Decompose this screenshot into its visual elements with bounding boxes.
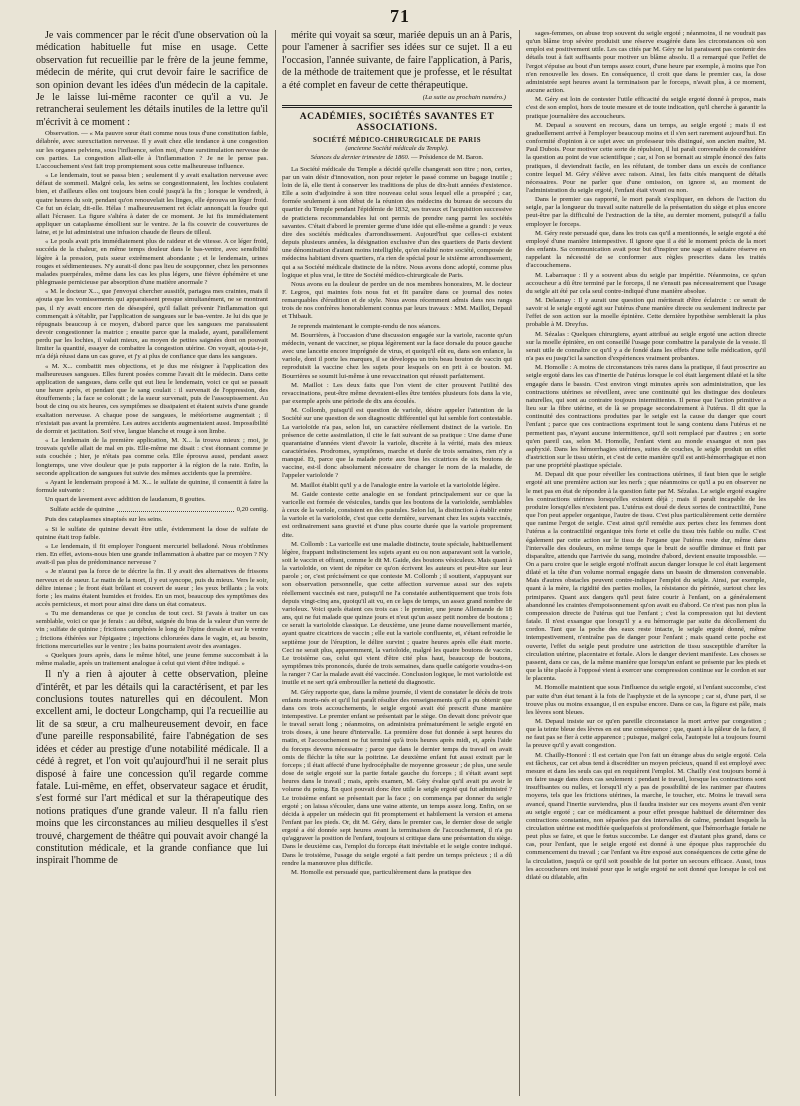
session-president: — Présidence de M. Baron. bbox=[409, 153, 484, 161]
page-number: 71 bbox=[390, 6, 410, 26]
discussion-paragraph: M. Homolle maintient que sous l'influence du seigle ergoté, si l'enfant succombe, c'est par suite d'un état tenant à la fois de l'asphyxie et de la syncope ; car si, d'une part, il se trouve plus ou moins exsangue, il en expulse encore. Dans ce cas, la figure est pâle, mais les lèvres sont bleues. bbox=[526, 684, 766, 716]
discussion-paragraph: M. Géry est loin de contester l'utile efficacité du seigle ergoté donné à propos, mais c'est de son emploi, hors de toute mesure et de toute indication, qu'il cherche à garantir la pratique journalière des accoucheurs. bbox=[526, 96, 766, 120]
discussion-paragraph: M. Homolle : A moins de circonstances très rares dans la pratique, il faut proscrire au seigle ergoté dans les cas d'inertie de l'utérus lorsque le col était largement dilaté et la tête engagée dans le bassin. C'est environ vingt minutes après son administration, que les contractions utérines se réveillent, avec une continuité qui les distingue des douleurs naturelles, qui sont au contraire toujours intermittentes. Il pense que l'action primitive a lieu sur la fibre utérine, et de là se propage secondairement à l'utérus. Il dit que la continuité des contractions produites par le seigle est la cause du danger que court l'enfant ; parce que ces contractions expriment tout le sang contenu dans l'utérus et ne permettent pas, n'ayant aucune intermittence, qu'il soit remplacé par d'autres ; en sorte qu'en pareil cas, selon M. Homolle, l'enfant vient au monde exsangue et non pas asphyxié. Dans les hémorrhagies utérines, suites de couches, le seigle produit un effet d'astriction sur le tissu utérin, et c'est de cette manière qu'il est anti-hémorrhagique et non par une propriété plastique spéciale. bbox=[526, 364, 766, 470]
discussion-paragraph: M. Depaul dit que pour réveiller les contractions utérines, il faut bien que le seigle ergoté ait une première action sur les nerfs ; que néanmoins ce qu'il a pu en observer ne le met pas en état de répondre à la question faite par M. Sézalas. Le seigle ergoté exagère les contractions utérines lorsqu'elles existent déjà ; mais il paraît incapable de les produire lorsqu'elles n'existent pas. L'utérus est doué de deux sortes de contractilité, l'une que l'on peut appeler organique, l'autre de tissu. C'est plus particulièrement cette dernière que ranime l'ergot de seigle. C'est ainsi qu'il remédie aux pertes chez les femmes dont l'utérus a la contractilité organique très forte et celle du tissu très faible ou nulle. C'est également par cette action sur le tissu de l'organe que l'utérus reste dur, même dans l'intervalle des douleurs, en même temps que le bruit de souffle diminue et finit par disparaître, attendu que l'arrivée du sang, moindre d'abord, devient ensuite impossible. — On a paru croire que le seigle ergoté n'offrait aucun danger lorsque le col était largement dilaté et la tête d'un volume normal engagée dans un bassin de dimension convenable. Mais d'autres obstacles peuvent contre-indiquer l'emploi du seigle. Ainsi, par exemple, quant à la mère, la rigidité des parties molles, la résistance du périnée, surtout chez les primipares. Quant aux dangers qu'il peut faire courir à l'enfant, on a généralement abandonné les craintes d'empoisonnement qu'on avait eu d'abord. Ce n'est pas non plus la compression directe de l'utérus qui tue l'enfant ; c'est la compression qui lui devient fatale. Il n'est exsangue que lorsqu'il y a eu hémorragie par suite du décollement du cordon. Tant que la poche des eaux reste intacte, le seigle ergoté donné, même intempestivement, n'entraîne pas de danger pour l'enfant ; mais quand cette poche est ouverte, l'effet du seigle peut produire une astriction de tissu susceptible d'arrêter la circulation utérine, placentaire et fœtale. Alors le danger devient manifeste. Les choses se passent, dans ce cas, de la même manière que lorsqu'un enfant se présente par les pieds et que la tête placée à l'opposé vient à exercer une compression continue sur le cordon et sur le placenta. bbox=[526, 471, 766, 683]
discussion-paragraph: M. Labarraque : Il y a souvent abus du seigle par impéritie. Néanmoins, ce qu'un accoucheur a dû être terminé par le forceps, il ne s'ensuit pas nécessairement que l'usage du seigle ait été par cela seul contre-indiqué d'une manière absolue. bbox=[526, 271, 766, 295]
society-paragraph: M. Maillot établit qu'il y a de l'analogie entre la variole et la varioloïde légère. bbox=[291, 481, 500, 489]
session-date: Séances du dernier trimestre de 1860. bbox=[310, 153, 410, 161]
discussion-paragraph: M. Depaul insiste sur ce qu'en pareille circonstance la mort arrive par congestion ; que la teinte bleue des lèvres en est une conséquence ; que, quant à la pâleur de la face, il ne faut pas se fier à cette apparence ; puisque, malgré cela, l'autopsie lui a toujours fourni la preuve qu'il y avait congestion. bbox=[526, 717, 766, 750]
discussion-paragraph: M. Chailly-Honoré : Il est certain que l'on fait un étrange abus du seigle ergoté. Cela est fâcheux, car cet abus tend à discréditer un moyen précieux, quand il est employé avec mesure et dans les seuls cas qui en requièrent l'emploi. M. Chailly s'est toujours borné à en faire usage dans deux cas seulement : pendant le travail, lorsque les contractions sont insuffisantes ou nulles, et lorsqu'il n'y a pas de possibilité de les ranimer par d'autres moyens, tels que les frictions utérines, la marche, le toucher, etc. Moins le travail sera avancé, quand l'inertie surviendra, plus il faudra insister sur ces moyens avant d'en venir au seigle ergoté ; car ce médicament a pour effet presque habituel de déterminer des contractions constantes, non séparées par des intervalles de calme, pendant lesquels la circulation utérine est modifiée quelquefois si profondément, que l'hémorrhagie fœtale ne peut plus se faire, et que le fœtus succombe. Le danger est d'autant plus grand, dans ce cas, pour l'enfant, que le seigle ergoté est donné à une époque plus rapprochée du commencement du travail ; car l'enfant va être exposé aux conséquences de cette gêne de la circulation, jusqu'à ce qu'il soit possible de lui porter un secours efficace. Aussi, tous les accoucheurs ont insisté pour que le seigle ergoté ne soit donné que lorsque le col est dilaté ou dilatable, afin bbox=[526, 751, 766, 881]
column-right bbox=[526, 30, 766, 1098]
society-name: SOCIÉTÉ MÉDICO-CHIRURGICALE DE PARIS bbox=[313, 137, 481, 145]
society-paragraph: M. Géry rapporte que, dans la même journée, il vient de constater le décès de trois enfants morts-nés et qu'il lui paraît résulter des renseignements qu'il a pu obtenir que dans ces trois accouchements, le seigle ergoté avait été prescrit d'une manière intempestive. Le premier enfant se présentait par le siège. On devait donc prévoir que le travail serait long ; néanmoins, on administra prématurément le seigle ergoté en trois doses, à une heure d'intervalle. La première dose fut donnée à sept heures du matin, et l'accouchement ne fut terminé qu'à trois heures après midi, et, après l'aide du forceps devenu nécessaire ; parce que dans le dernier temps du travail on avait omis de fléchir la tête sur la poitrine. Le deuxième enfant fut aussi extrait par le forceps ; il était affecté d'une hydrocéphalie de moyenne grosseur ; de plus, une seule dose de seigle ergoté sur la partie fœtale gauche du forceps ; il s'était avant sept heures dans le travail ; mais, après examen, M. Géry évalue qu'il avait pu avoir le volume du poing. En quoi pouvait donc être utile le seigle ergoté qui fut administré ? Le troisième enfant se présentait par la face ; on commença par donner du seigle ergoté ; on laissa s'écouler, dans une vaine attente, un temps assez long. Enfin, on se décida à appeler un médecin qui fit promptement et habilement la version et amena l'enfant par les pieds. Or, dit M. Géry, dans le premier cas, le dernier dose de seigle ergoté a été donnée sept heures avant la terminaison de l'accouchement, il n'a pu qu'aggraver la position de l'enfant, toujours si critique dans une présentation du siège. Dans le deuxième cas, l'emploi du forceps était inévitable et le seigle contre indiqué. Dans le troisième, l'usage du seigle ergoté a fait perdre un temps précieux ; il a dû rendre la manœuvre plus difficile. bbox=[282, 688, 512, 867]
discussion-paragraph: M. Sézalas : Quelques chirurgiens, ayant attribué au seigle ergoté une action directe sur la moelle épinière, en ont conseillé l'usage pour combattre la paralysie de la vessie. Il serait utile de connaître ce qu'il y a de fondé dans les effets d'une telle médication, qu'il n'a pas eu jusqu'ici la sanction d'expériences vraiment probantes. bbox=[526, 330, 766, 363]
society-paragraph: M. Bourrières, à l'occasion d'une discussion engagée sur la variole, raconte qu'un médecin, venant de vacciner, se piqua légèrement sur la face dorsale du pouce gauche avec une lancette encore imprégnée de virus, et quoiqu'il eût eu, dans son enfance, la variole, dont il porte les marques, il se développa un très beau bouton de vaccin qui reproduisit la vaccine chez les sujets pour lesquels on en prit à ce bouton. M. Bourrières se soumit lui-même à une revaccination qui réussit parfaitement. bbox=[282, 331, 512, 380]
observation-paragraph: « Le pouls avait pris immédiatement plus de raideur et de vitesse. A ce léger froid, succéda de la chaleur, en même temps douleur dans le bas-ventre, avec sensibilité légère à la pression, puis sueur extrêmement abondante ; et le lendemain, urines rouges et sédimenteuses. N'y aurait-il donc pas lieu de soupçonner, chez les personnes malades puerpérales, même dans les cas les plus légers, une fièvre éphémère et une phlegmasie pernicieuse par absorption d'une matière anormale ? bbox=[36, 238, 268, 287]
recipe-label: Sulfate acide de quinine bbox=[50, 506, 115, 514]
observation-paragraph: « Si le sulfate de quinine devait être utile, évidemment la dose de sulfate de quinine était trop faible. bbox=[36, 525, 268, 541]
recipe-dose: 0,20 centig. bbox=[236, 506, 268, 514]
society-subtitle: (ancienne Société médicale du Temple). bbox=[345, 145, 449, 153]
observation-paragraph: « Je n'aurai pas la force de te décrire la fin. Il y avait des alternatives de frissons nerveux et de sueur. Le matin de la mort, il y eut syncope, puis du mieux. Vers le soir, délire intense ; le front était brûlant et couvert de sueur ; les yeux brillants ; la voix forte ; les mains étaient humides et froides. En un mot, beaucoup des symptômes des accès pernicieux, et mort pour ainsi dire dans un état comateux. bbox=[36, 568, 268, 608]
discussion-paragraph: M. Delaunay : Il y aurait une question qui mériterait d'être éclaircie : ce serait de savoir si le seigle ergoté agit sur l'utérus d'une manière directe ou seulement indirecte par l'effet de son action sur la moelle épinière. Cette dernière hypothèse semblerait la plus probable à M. Dreyfus. bbox=[526, 297, 766, 329]
observation-paragraph: « Le lendemain, tout se passa bien ; seulement il y avait exaltation nerveuse avec défaut de sommeil. Malgré cela, les seins se congestionnaient, les lochies coulaient bien, et d'ailleurs elles ont toujours bien coulé jusqu'à la fin ; lorsque le vendredi, à quatre heures du soir, pendant qu'on renouvelait les linges, elle éprouva un léger froid. Ce fut un éclair, dit-elle. Hélas ! malheureusement ret éclair annonçait la foudre qui allait l'écraser. La figure s'altéra à dater de ce moment. Je lui fis immédiatement appliquer un cataplasme émollient sur le ventre. Je la fis couvrir de couvertures de laine, et je lui administrai une infusion chaude de fleurs de tilleul. bbox=[36, 172, 268, 237]
discussion-paragraph: M. Depaul a souvent en recours, dans un temps, au seigle ergoté ; mais il est graduellement arrivé à l'employer beaucoup moins et il s'en sert rarement aujourd'hui. En conformité d'opinion à ce sujet avec un professeur très distingué, son ancien maître, M. Paul Dubois. Pour motiver cette sorte de répulsion, il lui paraît convenable de considérer la question au point de vue scientifique ; car, si l'on se bornait au simple énoncé des faits pratiques, il deviendrait facile, en les réfutant, de tomber dans un excès de confiance contre lequel M. Géry s'élève avec raison. Ainsi, les faits cités manquent de détails nécessaires. Pour ne parler que d'une omission, on ignore si, au moment de l'administration du seigle ergoté, l'enfant était vivant ou non. bbox=[526, 121, 766, 194]
society-paragraph: M. Gaide conteste cette analogie en se fondant principalement sur ce que la varicelle est formée de vésicules, tandis que les boutons de la varioloïde, semblables à ceux de la variole, consistent en des pustules. Selon lui, la distinction à établir entre la variole et la varioloïde, c'est que cette dernière, survenant chez les sujets vaccinés, est ordinairement sans gravité et d'une plus courte durée que la variole proprement dite. bbox=[282, 490, 512, 539]
session-line bbox=[282, 154, 512, 162]
observation-paragraph: « Tu me demanderas ce que je conclus de tout ceci. Si j'avais à traiter un cas semblable, voici ce que je ferais : au début, saignée du bras de la valeur d'un verre de vin ; sulfate de quinine ; frictions camphrées le long de l'épine dorsale et sur le ventre ; frictions éthérées sur l'épigastre ; injections chlorurées dans le vagin, et, au besoin, frictions mercurielles sur le ventre ; les bains pourraient avoir des avantages. bbox=[36, 610, 268, 650]
recipe-leader bbox=[117, 506, 233, 512]
prescription-recipe bbox=[50, 506, 268, 514]
article-intro: Je vais commencer par le récit d'une observation où la médication habituelle fut mise en usage. Cette observation fut recueillie par le frère de la jeune femme, médecin de mérite, qui crut devoir faire le sacrifice de son opinion devant les idées d'un médecin de la capitale. Je le laisse lui-même raconter ce qu'il a vu. Je retrancherai seulement les détails inutiles de la lettre qu'il m'écrivit à ce moment : bbox=[36, 30, 268, 128]
discussion-paragraph: sages-femmes, on abuse trop souvent du seigle ergoté ; néanmoins, il ne voudrait pas qu'un blâme trop sévère produisit une réserve exagérée dans les circonstances où son emploi est positivement utile. Les cas cités par M. Géry ne lui paraissent pas contenir des détails tout à fait suffisants pour motiver un blâme absolu. Il a remarqué que l'effet de l'ergot s'épuise au bout d'un temps assez court, d'une heure par exemple, à moins que l'on n'en renouvelle les doses. En conséquence, il croit que dans le premier cas, la dose administrée sept heures avant la terminaison par le forceps, n'avait plus, à ce moment, aucune action. bbox=[526, 30, 766, 95]
column-middle bbox=[282, 30, 512, 1098]
discussion-paragraph: Dans le premier cas rapporté, le mort paraît s'expliquer, en dehors de l'action du seigle, par la longueur du travail suite naturelle de la présentation du siège et plus encore peut-être par la difficulté de l'extraction de la tête, au dernier moment, puisqu'il a fallu employer le forceps. bbox=[526, 196, 766, 228]
society-paragraph: Je reprends maintenant le compte-rendu de nos séances. bbox=[291, 322, 441, 330]
observation-paragraph: « Ayant le lendemain proposé à M. X... le sulfate de quinine, il consentit à faire la formule suivante : bbox=[36, 478, 268, 494]
society-paragraph: Nous avons eu la douleur de perdre un de nos membres honoraires, M. le docteur F. Legros, qui maintes fois nous fut et fit paraître dans ce journal des notes remarquables d'érudition et de style. Nous avons récemment admis dans nos rangs trois de nos confrères honorablement connus par leurs travaux : MM. Maillot, Depaul et Thibault. bbox=[282, 280, 512, 321]
society-paragraph: M. Homolle est persuadé que, particulièrement dans la pratique des bbox=[291, 868, 472, 876]
column-divider bbox=[519, 30, 520, 1096]
column-divider bbox=[275, 30, 276, 1096]
discussion-paragraph: M. Géry reste persuadé que, dans les trois cas qu'il a mentionnés, le seigle ergoté a été employé d'une manière intempestive. Il ignore que il a été le moment précis de la mort des enfants. Sa communication avait pour but d'inspirer une sage et salutaire réserve en rappelant la nécessité de se conformer aux règles prescrites dans les traités d'accouchemens. bbox=[526, 229, 766, 270]
closing-paragraph: Il n'y a rien à ajouter à cette observation, pleine d'intérêt, et par les détails qui la caractérisent, et par les conclusions toutes naturelles qui en découlent. Mon excellent ami, le docteur Longchamp, qui l'a recueillie au lit de sa sœur, a cru malheureusement devoir, en face d'une pareille responsabilité, faire l'abnégation de ses idées et céder au prestige d'une notabilité médicale. Il a cédé à regret, et l'on voit qu'aujourd'hui il ne serait plus disposé à faire une concession qu'il regarde comme fatale. Lui-même, en effet, observateur sagace et érudit, s'est formé sur l'art médical et sur la thérapeutique des notions pratiques d'une grande valeur. Il n'a fallu rien moins que les circonstances au milieu desquelles il s'est trouvé, chargement de théâtre qui pouvait avoir changé la constitution médicale, et la grande confiance que lui inspirait l'homme de bbox=[36, 669, 268, 867]
section-rule bbox=[282, 105, 512, 108]
observation-paragraph: Observation. — « Ma pauvre sœur était comme nous tous d'une constitution faible, délabrée, avec surexcitation nerveuse. Il y avait chez elle tendance à une congestion sur les organes pelviens, sous l'influence, selon moi, d'une surstimulation nerveuse de ces parties. La congestion allait-elle à l'inflammation ? Je ne le pense pas. L'accouchement s'est fait trop promptement sous cette malheureuse influence. bbox=[36, 130, 268, 170]
observation-paragraph: « M. X... combattit mes objections, et je dus me résigner à l'application des malheureuses sangsues. Elles furent posées comme l'avait dit le médecin. Dans cette application de sangsues, dans celle qui eut lieu le lendemain, voici ce qui se passait une heure après, et pendant que le sang coulait : il survenait de l'oppression, des étouffements ; la face se colorait ; de la sueur survenait, puis de l'assoupissement. Au bout de cinq ou six heures, ces symptômes se dissipaient et étaient suivis d'une grande exaltation nerveuse. A chaque pose de sangsues, le météorisme augmentait ; il n'existait pas avant la première. Les autres accidents augmentaient aussi. Impossibilité de dormir et jactitation. Soif vive, langue blanche et rouge à son limbe. bbox=[36, 362, 268, 435]
society-paragraph: M. Maillot : Les deux faits que l'on vient de citer prouvent l'utilité des revaccinations, peut-être même devraient-elles être tentées plusieurs fois dans la vie, par exemple après une période de dix ans écoulés. bbox=[282, 381, 512, 406]
society-paragraph: M. Collomb, puisqu'il est question de variole, désire appeler l'attention de la Société sur une question de son diagnostic différentiel qui lui semble fort contestable. La varioloïde n'a pas, selon lui, un caractère réellement distinct de la variole. En présence de cette assimilation, il cite le fait suivant de sa pratique : Une dame d'une quarantaine d'années vient d'avoir la variole, discrète à la vérité, mais des mieux caractérisées. Prodromes, symptômes, marche et durée de trois semaines, rien n'y a manqué. Et, parce que la malade porte aux bras les cicatrices de six boutons de vaccine, est-il donc absolument nécessaire de changer le nom de la maladie, de l'appeler varioloïde ? bbox=[282, 407, 512, 480]
article-continuation: mérite qui voyait sa sœur, mariée depuis un an à Paris, pour l'amener à sacrifier ses idées sur ce sujet. Il a eu l'occasion, l'année suivante, de faire l'application, à Paris, de la méthode de traitement que je professe, et le résultat a été complet en faveur de cette thérapeutique. bbox=[282, 30, 512, 91]
to-be-continued-note: (La suite au prochain numéro.) bbox=[422, 94, 506, 102]
observation-paragraph: « Le lendemain, il fit employer l'onguent mercuriel belladoné. Nous n'obtînmes rien. En effet, avions-nous bien une grande inflammation à abattre par ce moyen ? N'y avait-il pas plus de prédominance nerveuse ? bbox=[36, 542, 268, 567]
prescription-line: Un quart de lavement avec addition de laudanum, 8 gouttes. bbox=[45, 496, 206, 504]
prescription-line: Puis des cataplasmes sinapisés sur les seins. bbox=[45, 516, 163, 524]
section-heading: ACADÉMIES, SOCIÉTÉS SAVANTES ET ASSOCIATIONS. bbox=[299, 112, 495, 134]
society-paragraph: M. Collomb : La varicelle est une maladie distincte, toute spéciale, habituellement légère, frappant indistinctement les sujets ayant eu ou non auparavant soit la variole, soit le vaccin et offrant, comme le dit M. Gaide, des boutons vésiculeux. Mais quant à la varioloïde, on vient de répéter ce qu'on écrivent les auteurs et peut-être sur leur parole ; or, c'est précisément ce que conteste M. Collomb ; il soutient, s'appuyant sur son observation personnelle, que cette affection survenue aussi sur des sujets réellement vaccinés est rare, puisqu'il ne l'a constatée authentiquement que trois fois depuis vingt-cinq ans, quoiqu'il ait vu, en ce laps de temps, un assez grand nombre de varioleux. Voici quels étaient ces trois cas : le premier, une jeune Allemande de 18 ans, qui ne fut malade que quinze jours et n'eut qu'un assez petit nombre de boutons ; ce serait la varioloïde classique. Le deuxième, une jeune dame nouvellement mariée, ayant quatre cicatrices de vaccin ; elle eut la variole confluente, et, s'étant refroidie le septième jour de l'éruption, le délire survint ; quatre heures après elle était morte. Ceci ne serait plus, apparemment, la varioloïde, malgré les quatre boutons de vaccin. Le troisième cas, celui qui vient d'être cité plus haut, beaucoup de boutons, symptômes très prononcés, durée de trois semaines, dans quelle catégorie voudra-t-on la ranger ? Car la malade avait été vaccinée. Conclusion logique, le mot varioloïde est inutile et ne sert qu'à embrouiller la netteté du diagnostic. bbox=[282, 540, 512, 687]
observation-paragraph: « Quelques jours après, dans le même hôtel, une jeune femme succombait à la même maladie, après un traitement analogue à celui qui vient d'être indiqué. » bbox=[36, 651, 268, 668]
observation-paragraph: « Le lendemain de la première application, M. X... la trouva mieux ; moi, je trouvais qu'elle allait de mal en pis. Elle-même me disait : c'est étonnant comme je suis couchée ; hier, je n'étais pas comme cela. Elle éprouva aussi, pendant assez longtemps, une vive douleur que je puis rapporter à la région de la rate. Enfin, la seconde application de sangsues fut suivie des mêmes accidents que la première. bbox=[36, 437, 268, 477]
observation-paragraph: « M. le docteur X..., que j'envoyai chercher aussitôt, partagea mes craintes, mais il ajouta que les vomissements qui apparaissent presque simultanément, ne se montrant pas, il n'y avait encore rien de désespéré, qu'il fallait prévenir l'inflammation qui commençait à s'établir, par l'application de sangsues sur le bas-ventre. Je lui dis que je répugnais beaucoup à ce moyen, d'abord parce que les sangsues me paraissaient devoir congestionner la matrice ; ensuite parce que la malade, ayant, parallèlement perdu par les lochies, il valait mieux, au moyen de petites saignées dont on pouvait limiter la quantité, essayer de combattre la congestion utérine. On voyait, ajouta-t-je, m'a déjà réussi dans un cas grave, et j'y ai plus de confiance que dans les sangsues. bbox=[36, 288, 268, 361]
society-paragraph: La Société médicale du Temple a décidé qu'elle changerait son titre ; non, certes, par un vain désir d'innovation, non pour rejeter le passé comme un bagage inutile ; loin de là, elle tient à conserver les traditions de plus de dix-huit années d'existence. Elle a soin d'adjoindre à son titre nouveau celui sous lequel elle a prospéré ; car, formée seulement à son début de la réunion des médecins du bureau de secours du quartier du Temple pendant l'épidémie de 1832, ses travaux et l'acquisition successive de praticiens recommandables lui ont permis de prendre rang parmi les sociétés savantes. C'était d'abord le premier germe d'une idée qui elle-même a grandi : je veux dire des sociétés médicales d'arrondissement. Aujourd'hui que celles-ci existent depuis plusieurs années, la désignation exclusive d'un des quartiers de Paris devient une dénomination d'autant moins intelligible, qu'en réalité notre société, composée de médecins habitant divers quartiers, n'a rien de spécial pour le sixième arrondissement, qui a sa Société médicale distincte de la nôtre. Nous avons donc adopté, comme plus logique et plus vrai, le titre de Société médico-chirurgicale de Paris. bbox=[282, 165, 512, 279]
column-left bbox=[36, 30, 268, 1098]
